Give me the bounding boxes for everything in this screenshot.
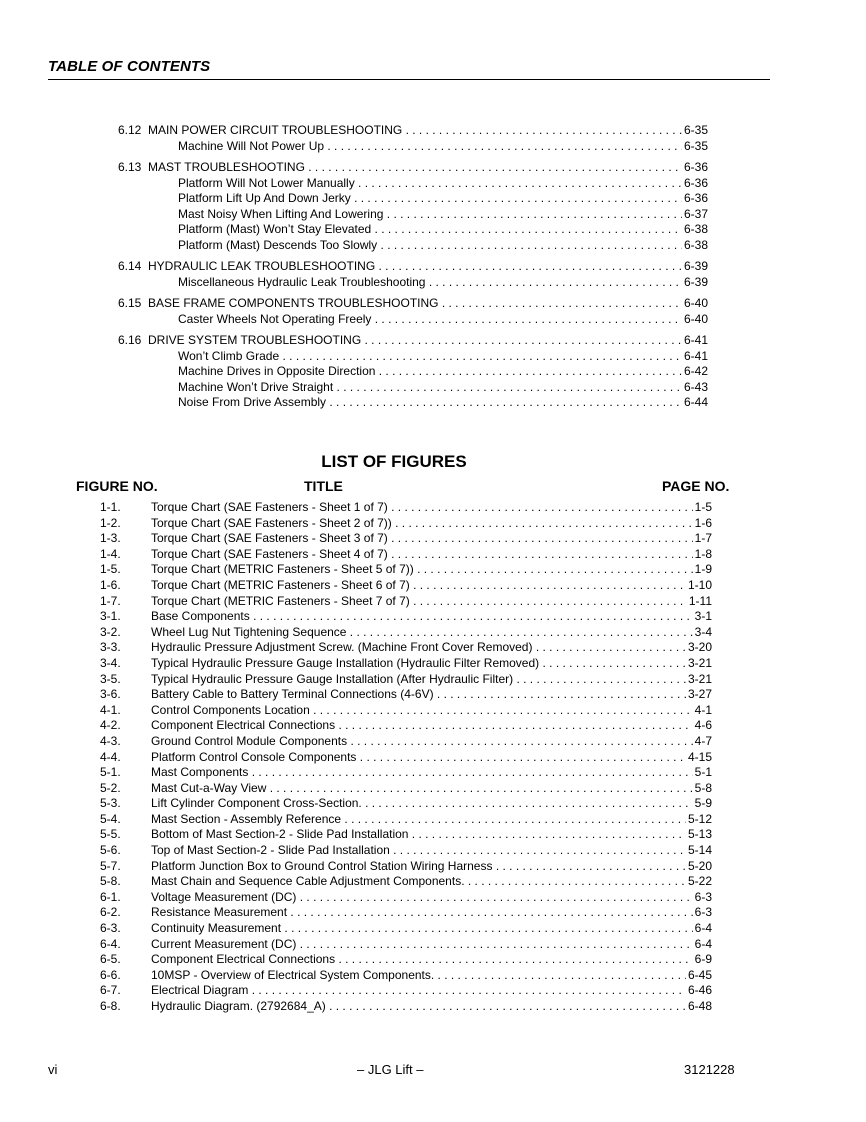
figure-list-item[interactable]	[100, 687, 712, 703]
figure-list-item[interactable]	[100, 812, 712, 828]
toc-section-row[interactable]	[118, 259, 708, 275]
toc-entry-row[interactable]	[118, 275, 708, 291]
toc-page-number: 6-38	[683, 237, 708, 252]
figure-list-item[interactable]	[100, 640, 712, 656]
figure-number: 6-5.	[100, 952, 121, 967]
toc-title: Platform Lift Up And Down Jerky . . .	[178, 191, 708, 207]
figure-number: 5-8.	[100, 874, 121, 889]
figure-title: Torque Chart (SAE Fasteners - Sheet 1 of 7) . . .	[151, 500, 712, 516]
figure-title: Ground Control Module Components . . .	[151, 734, 712, 750]
toc-title: Machine Won’t Drive Straight . . .	[178, 380, 708, 396]
figure-title: Bottom of Mast Section-2 - Slide Pad Installation . . .	[151, 827, 712, 843]
toc-entry-row[interactable]	[118, 222, 708, 238]
figure-list-item[interactable]	[100, 983, 712, 999]
figure-list-item[interactable]	[100, 781, 712, 797]
figure-page-number: 1-11	[688, 593, 712, 608]
figure-number: 3-4.	[100, 655, 121, 670]
figure-title: Typical Hydraulic Pressure Gauge Installation (Hydraulic Filter Removed) . . .	[151, 656, 712, 672]
figure-number: 6-4.	[100, 936, 121, 951]
toc-section-row[interactable]	[118, 160, 708, 176]
list-of-figures	[100, 500, 712, 1015]
toc-title: Platform Will Not Lower Manually . . .	[178, 176, 708, 192]
figure-page-number: 6-3	[694, 889, 712, 904]
figure-number: 5-5.	[100, 827, 121, 842]
figure-page-number: 3-4	[694, 624, 712, 639]
toc-title: Machine Will Not Power Up . . .	[178, 139, 708, 155]
figure-page-number: 5-1	[694, 765, 712, 780]
column-header-title: TITLE	[304, 478, 343, 494]
toc-page-number: 6-36	[683, 191, 708, 205]
figure-page-number: 5-22	[687, 874, 712, 889]
figure-number: 4-4.	[100, 749, 121, 764]
figure-title: Continuity Measurement . . .	[151, 921, 712, 937]
column-header-page-no: PAGE NO.	[662, 478, 730, 494]
figure-title: Component Electrical Connections . . .	[151, 952, 712, 968]
figure-number: 5-4.	[100, 811, 121, 826]
figure-number: 5-1.	[100, 765, 121, 780]
figure-page-number: 4-15	[687, 749, 712, 764]
figure-title: Typical Hydraulic Pressure Gauge Installation (After Hydraulic Filter) . . .	[151, 672, 712, 688]
figure-title: Battery Cable to Battery Terminal Connections (4-6V) . . .	[151, 687, 712, 703]
figure-page-number: 1-7	[694, 531, 712, 546]
figure-page-number: 4-6	[694, 718, 712, 733]
figure-page-number: 6-4	[694, 921, 712, 936]
figure-title: Hydraulic Diagram. (2792684_A) . . .	[151, 999, 712, 1015]
figure-number: 3-6.	[100, 687, 121, 702]
toc-page-number: 6-43	[683, 379, 708, 394]
figure-number: 6-1.	[100, 889, 121, 904]
figure-number: 6-2.	[100, 905, 121, 920]
figure-page-number: 5-12	[687, 811, 712, 826]
figure-page-number: 5-9	[694, 796, 712, 811]
figure-page-number: 5-14	[687, 843, 712, 858]
figure-list-item[interactable]	[100, 827, 712, 843]
figure-title: 10MSP - Overview of Electrical System Components. . . .	[151, 968, 712, 984]
figure-list-item[interactable]	[100, 547, 712, 563]
figure-title: Torque Chart (SAE Fasteners - Sheet 4 of 7) . . .	[151, 547, 712, 563]
toc-page-number: 6-39	[683, 274, 708, 289]
figure-number: 3-5.	[100, 671, 121, 686]
figure-title: Top of Mast Section-2 - Slide Pad Installation . . .	[151, 843, 712, 859]
figure-list-item[interactable]	[100, 594, 712, 610]
figure-number: 4-2.	[100, 718, 121, 733]
figure-number: 1-2.	[100, 515, 121, 530]
figure-list-item[interactable]	[100, 625, 712, 641]
figure-page-number: 1-10	[687, 577, 712, 592]
figure-title: Wheel Lug Nut Tightening Sequence . . .	[151, 625, 712, 641]
figure-number: 1-6.	[100, 577, 121, 592]
toc-section-row[interactable]	[118, 333, 708, 349]
figure-page-number: 6-4	[694, 936, 712, 951]
figure-number: 4-3.	[100, 733, 121, 748]
toc-title: Platform (Mast) Descends Too Slowly . . .	[178, 238, 708, 254]
figure-page-number: 4-7	[694, 733, 712, 748]
toc-page-number: 6-35	[683, 138, 708, 153]
figure-title: Electrical Diagram . . .	[151, 983, 712, 999]
toc-title: Miscellaneous Hydraulic Leak Troubleshooting . . .	[178, 275, 708, 291]
toc-title: Caster Wheels Not Operating Freely . . .	[178, 312, 708, 328]
figure-number: 4-1.	[100, 702, 121, 717]
figure-page-number: 3-27	[687, 687, 712, 702]
figure-title: Lift Cylinder Component Cross-Section. . . .	[151, 796, 712, 812]
figure-number: 1-1.	[100, 500, 121, 514]
figure-list-item[interactable]	[100, 500, 712, 516]
figure-list-item[interactable]	[100, 750, 712, 766]
toc-section-row[interactable]	[118, 123, 708, 139]
toc-title: HYDRAULIC LEAK TROUBLESHOOTING . . .	[148, 259, 708, 275]
figure-page-number: 6-9	[694, 952, 712, 967]
toc-entry-row[interactable]	[118, 380, 708, 396]
toc-entry-row[interactable]	[118, 312, 708, 328]
toc-page-number: 6-37	[683, 206, 708, 221]
column-header-figure-no: FIGURE NO.	[76, 478, 158, 494]
figure-list-item[interactable]	[100, 952, 712, 968]
figure-list-item[interactable]	[100, 578, 712, 594]
toc-page-number: 6-39	[683, 259, 708, 273]
figure-list-item[interactable]	[100, 921, 712, 937]
figure-list-item[interactable]	[100, 672, 712, 688]
page-header	[48, 58, 770, 80]
figure-list-item[interactable]	[100, 999, 712, 1015]
toc-page-number: 6-40	[683, 296, 708, 310]
figure-title: Mast Section - Assembly Reference . . .	[151, 812, 712, 828]
toc-page-number: 6-44	[683, 395, 708, 409]
figure-number: 5-2.	[100, 780, 121, 795]
figure-title: Platform Junction Box to Ground Control Station Wiring Harness . . .	[151, 859, 712, 875]
figure-list-item[interactable]	[100, 718, 712, 734]
list-of-figures-heading: LIST OF FIGURES	[321, 452, 467, 471]
figure-title: Control Components Location . . .	[151, 703, 712, 719]
figure-number: 5-6.	[100, 843, 121, 858]
figure-title: Platform Control Console Components . . .	[151, 750, 712, 766]
toc-entry-row[interactable]	[118, 364, 708, 380]
figure-number: 1-3.	[100, 531, 121, 546]
toc-title: Noise From Drive Assembly . . .	[178, 395, 708, 411]
toc-section-number: 6.13	[118, 160, 142, 174]
figure-title: Current Measurement (DC) . . .	[151, 937, 712, 953]
figure-title: Mast Chain and Sequence Cable Adjustment Components. . . .	[151, 874, 712, 890]
toc-title: BASE FRAME COMPONENTS TROUBLESHOOTING . . .	[148, 296, 708, 312]
figure-list-item[interactable]	[100, 734, 712, 750]
figure-number: 6-8.	[100, 999, 121, 1013]
figure-number: 5-3.	[100, 796, 121, 811]
footer-publisher: – JLG Lift –	[357, 1062, 424, 1077]
toc-page-number: 6-38	[683, 222, 708, 236]
toc-title: Platform (Mast) Won’t Stay Elevated . . .	[178, 222, 708, 238]
header-title: TABLE OF CONTENTS	[48, 58, 211, 75]
figure-page-number: 5-8	[694, 780, 712, 795]
figure-page-number: 1-6	[694, 515, 712, 530]
figure-page-number: 5-13	[687, 827, 712, 842]
toc-title: Machine Drives in Opposite Direction . . .	[178, 364, 708, 380]
figure-page-number: 6-46	[687, 983, 712, 998]
figure-title: Hydraulic Pressure Adjustment Screw. (Machine Front Cover Removed) . . .	[151, 640, 712, 656]
footer-doc-number: 3121228	[684, 1062, 735, 1077]
toc-page-number: 6-35	[683, 123, 708, 137]
figure-list-item[interactable]	[100, 937, 712, 953]
figure-number: 5-7.	[100, 858, 121, 873]
toc-page-number: 6-36	[683, 175, 708, 190]
figure-list-item[interactable]	[100, 765, 712, 781]
toc-page-number: 6-40	[683, 311, 708, 326]
toc-title: Mast Noisy When Lifting And Lowering . . .	[178, 207, 708, 223]
figure-title: Torque Chart (SAE Fasteners - Sheet 2 of 7)) . . .	[151, 516, 712, 532]
toc-section-number: 6.15	[118, 296, 142, 310]
figure-title: Voltage Measurement (DC) . . .	[151, 890, 712, 906]
figure-page-number: 5-20	[687, 858, 712, 873]
figure-list-item[interactable]	[100, 968, 712, 984]
figure-title: Torque Chart (METRIC Fasteners - Sheet 7 of 7) . . .	[151, 594, 712, 610]
figure-list-item[interactable]	[100, 796, 712, 812]
toc-title: MAIN POWER CIRCUIT TROUBLESHOOTING . . .	[148, 123, 708, 139]
figure-list-item[interactable]	[100, 890, 712, 906]
toc-entry-row[interactable]	[118, 191, 708, 207]
figure-title: Mast Components . . .	[151, 765, 712, 781]
figure-list-item[interactable]	[100, 562, 712, 578]
toc-title: DRIVE SYSTEM TROUBLESHOOTING . . .	[148, 333, 708, 349]
footer-page-number: vi	[48, 1062, 58, 1077]
toc-section-number: 6.16	[118, 333, 142, 347]
toc-page-number: 6-42	[683, 364, 708, 378]
toc-page-number: 6-41	[683, 333, 708, 347]
toc-page-number: 6-36	[683, 160, 708, 174]
figure-number: 1-4.	[100, 546, 121, 561]
figure-page-number: 3-21	[687, 671, 712, 686]
figure-list-item[interactable]	[100, 905, 712, 921]
figure-title: Mast Cut-a-Way View . . .	[151, 781, 712, 797]
figure-title: Resistance Measurement . . .	[151, 905, 712, 921]
figure-number: 3-3.	[100, 640, 121, 655]
figure-list-item[interactable]	[100, 609, 712, 625]
figure-title: Torque Chart (SAE Fasteners - Sheet 3 of 7) . . .	[151, 531, 712, 547]
toc-entry-row[interactable]	[118, 395, 708, 411]
figure-number: 3-1.	[100, 609, 121, 624]
figure-number: 6-6.	[100, 967, 121, 982]
toc-entry-row[interactable]	[118, 349, 708, 365]
toc-title: MAST TROUBLESHOOTING . . .	[148, 160, 708, 176]
figure-list-item[interactable]	[100, 859, 712, 875]
figure-title: Torque Chart (METRIC Fasteners - Sheet 6 of 7) . . .	[151, 578, 712, 594]
figure-page-number: 4-1	[694, 702, 712, 717]
figure-list-item[interactable]	[100, 656, 712, 672]
toc-section-number: 6.14	[118, 259, 142, 273]
figure-page-number: 6-3	[694, 905, 712, 920]
figure-list-item[interactable]	[100, 874, 712, 890]
figure-page-number: 1-5	[694, 500, 712, 514]
table-of-contents	[118, 123, 708, 411]
figure-page-number: 1-9	[694, 562, 712, 577]
figure-list-item[interactable]	[100, 843, 712, 859]
figure-page-number: 6-48	[687, 999, 712, 1013]
figure-number: 6-7.	[100, 983, 121, 998]
figure-number: 6-3.	[100, 921, 121, 936]
toc-entry-row[interactable]	[118, 176, 708, 192]
figure-title: Base Components . . .	[151, 609, 712, 625]
figure-page-number: 3-1	[694, 609, 712, 624]
figure-list-item[interactable]	[100, 703, 712, 719]
figure-list-item[interactable]	[100, 531, 712, 547]
toc-page-number: 6-41	[683, 348, 708, 363]
toc-section-number: 6.12	[118, 123, 142, 137]
toc-entry-row[interactable]	[118, 207, 708, 223]
toc-section-row[interactable]	[118, 296, 708, 312]
figure-title: Torque Chart (METRIC Fasteners - Sheet 5 of 7)) . . .	[151, 562, 712, 578]
figure-list-item[interactable]	[100, 516, 712, 532]
figure-page-number: 3-20	[687, 640, 712, 655]
toc-entry-row[interactable]	[118, 238, 708, 254]
toc-title: Won’t Climb Grade . . .	[178, 349, 708, 365]
toc-entry-row[interactable]	[118, 139, 708, 155]
figure-number: 3-2.	[100, 624, 121, 639]
figure-page-number: 3-21	[687, 655, 712, 670]
figure-page-number: 1-8	[694, 546, 712, 561]
figure-page-number: 6-45	[687, 967, 712, 982]
figure-title: Component Electrical Connections . . .	[151, 718, 712, 734]
figure-number: 1-7.	[100, 593, 121, 608]
figure-number: 1-5.	[100, 562, 121, 577]
